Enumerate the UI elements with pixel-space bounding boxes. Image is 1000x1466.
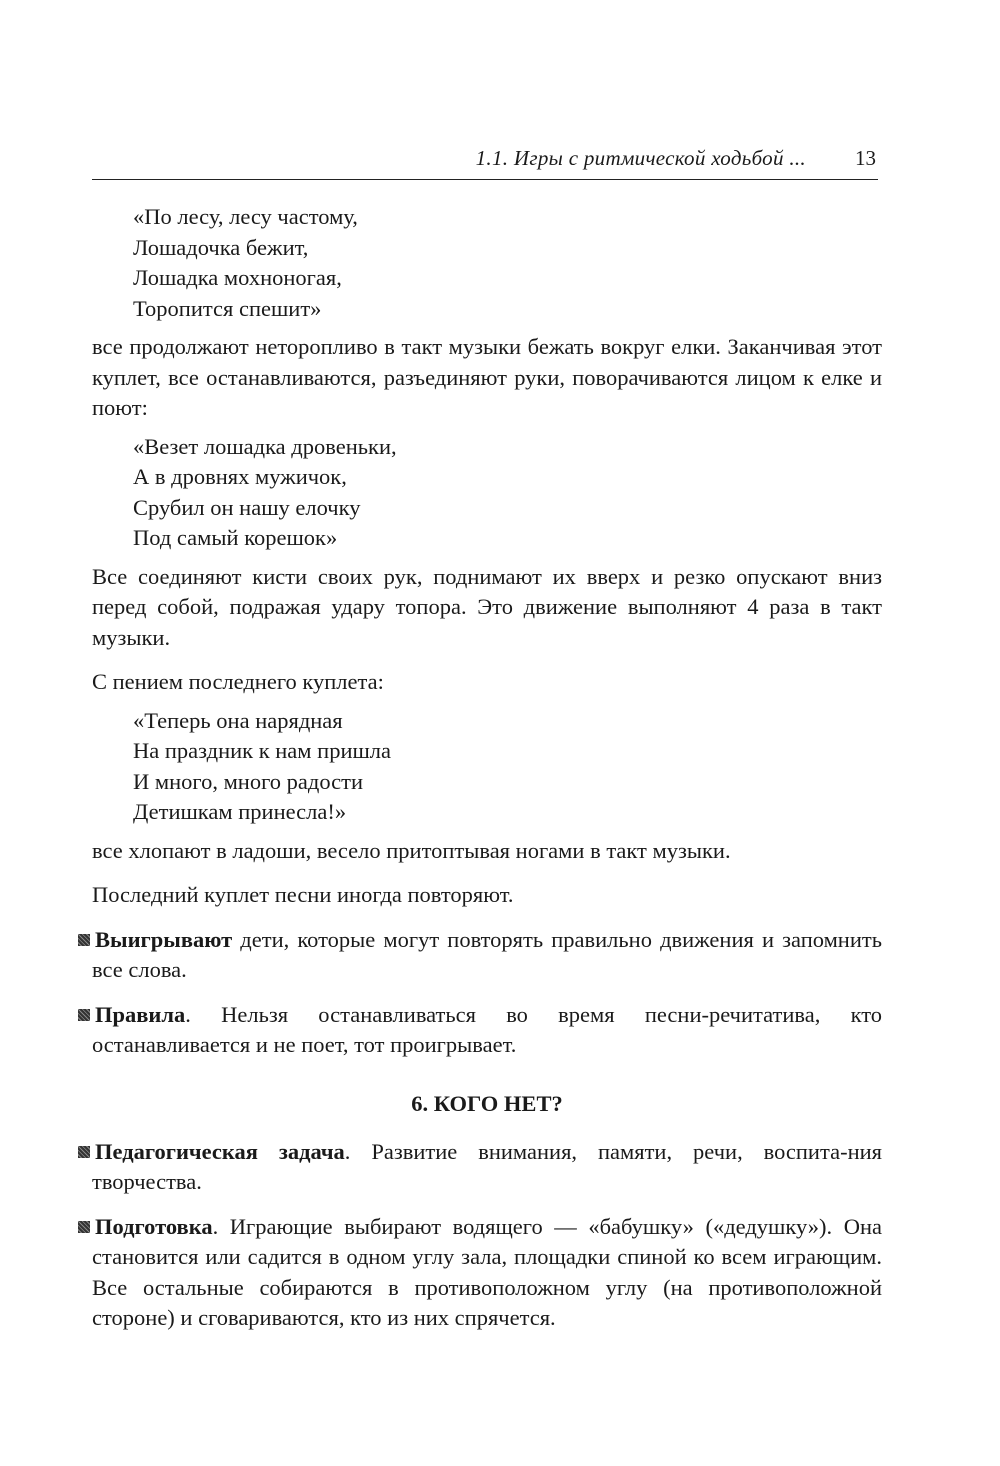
running-header (92, 146, 878, 180)
paragraph: все продолжают неторопливо в такт музыки бежать вокруг елки. Заканчивая этот куплет, все останавливаются, разъединяют руки, поворачиваются лицом к елке и поют: (92, 334, 882, 420)
task-paragraph (92, 1137, 882, 1198)
task-text: . Развитие внимания, памяти, речи, воспита-ния творчества. (92, 1138, 882, 1194)
paragraph: С пением последнего куплета: (92, 669, 384, 694)
rules-label: Правила (95, 1001, 186, 1027)
square-bullet-icon (78, 1009, 90, 1021)
verse-line: «По лесу, лесу частому, (133, 204, 358, 229)
verse-line: И много, много радости (133, 768, 363, 794)
winners-label: Выигрывают (95, 926, 233, 952)
square-bullet-icon (78, 934, 90, 946)
winners-paragraph (92, 925, 882, 986)
task-label: Педагогическая задача (95, 1138, 345, 1164)
rules-paragraph (92, 1000, 882, 1061)
square-bullet-icon (78, 1221, 90, 1233)
verse-line: «Везет лошадка дровеньки, (133, 433, 397, 459)
verse-line: Торопится спешит» (133, 295, 322, 321)
verse-line: «Теперь она нарядная (133, 707, 343, 733)
paragraph: Все соединяют кисти своих рук, поднимают их вверх и резко опускают вниз перед собой, подражая удару топора. Это движение выполняют 4 раза в такт музыки. (92, 563, 882, 650)
verse-block-3 (133, 706, 882, 828)
verse-line: Под самый корешок» (133, 525, 338, 550)
verse-block-1 (133, 202, 882, 324)
paragraph: Последний куплет песни иногда повторяют. (92, 882, 514, 907)
verse-line: Срубил он нашу елочку (133, 494, 361, 520)
preparation-text: . Играющие выбирают водящего — «бабушку» («дедушку»). Она становится или садится в одном углу зала, площадки спиной ко всем играющим. Все остальные собираются в противоположном углу (на противоположной стороне) и сговариваются, кто из них спрячется. (92, 1213, 882, 1330)
section-title: 6. КОГО НЕТ? (411, 1090, 563, 1116)
square-bullet-icon (78, 1146, 90, 1158)
verse-line: А в дровнях мужичок, (133, 464, 347, 489)
page-number: 13 (855, 146, 876, 170)
page-body (92, 202, 882, 1334)
preparation-paragraph (92, 1212, 882, 1334)
verse-line: Лошадка мохноногая, (133, 265, 342, 290)
verse-line: На праздник к нам пришла (133, 738, 392, 763)
paragraph: все хлопают в ладоши, весело притоптывая ногами в такт музыки. (92, 837, 731, 863)
header-title: 1.1. Игры с ритмической ходьбой ... (475, 146, 806, 170)
verse-line: Детишкам принесла!» (133, 799, 347, 824)
verse-block-2 (133, 432, 882, 554)
winners-text: дети, которые могут повторять правильно движения и запомнить все слова. (92, 926, 882, 982)
rules-text: . Нельзя останавливаться во время песни-речитатива, кто останавливается и не поет, тот проигрывает. (92, 1001, 882, 1057)
verse-line: Лошадочка бежит, (133, 234, 309, 260)
preparation-label: Подготовка (95, 1213, 213, 1239)
